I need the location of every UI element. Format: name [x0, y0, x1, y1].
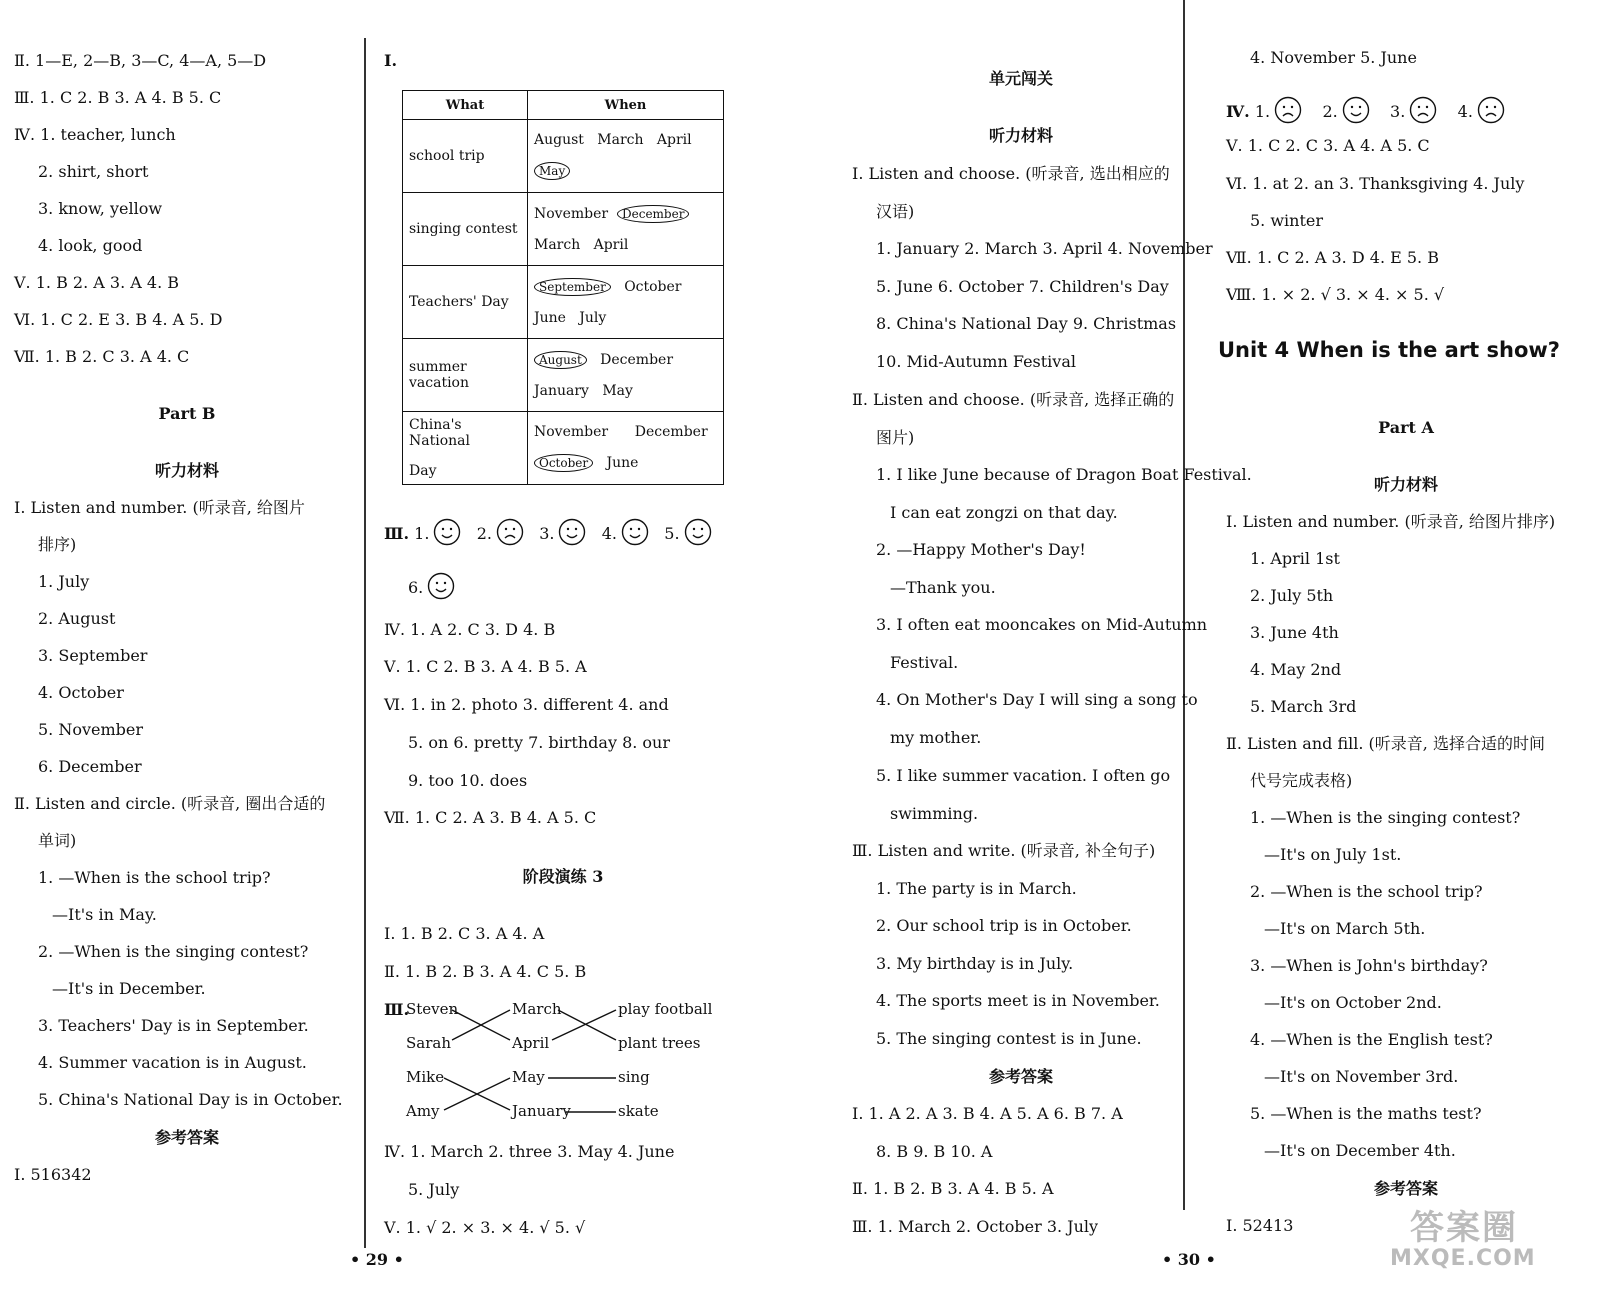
table-cell	[528, 193, 724, 266]
list-item: 5. March 3rd	[1250, 697, 1357, 716]
section-label: Ⅰ.	[384, 51, 398, 70]
column-1	[14, 0, 360, 1270]
table-cell-text: Day	[409, 463, 437, 479]
answer-line: 2. shirt, short	[38, 162, 149, 181]
table-row	[403, 266, 724, 339]
answer-line: Ⅴ. 1. C 2. B 3. A 4. B 5. A	[384, 657, 587, 676]
section-label: Ⅳ.	[1226, 102, 1250, 121]
answer-line: Ⅶ. 1. C 2. A 3. D 4. E 5. B	[1226, 248, 1439, 267]
list-item: I can eat zongzi on that day.	[890, 503, 1118, 522]
question-title: Ⅰ. Listen and number. (听录音, 给图片	[14, 498, 305, 517]
list-item: 3. I often eat mooncakes on Mid-Autumn	[876, 615, 1208, 634]
list-item: 5. November	[38, 720, 144, 739]
page-number: • 30 •	[1162, 1250, 1216, 1269]
section-label: Ⅲ.	[384, 524, 410, 543]
circled-month: October	[534, 454, 593, 472]
question-title: 单词)	[38, 831, 77, 850]
month-word: April	[593, 237, 629, 253]
list-item: 3. My birthday is in July.	[876, 954, 1074, 973]
match-activity: skate	[618, 1102, 659, 1120]
answer-line: 9. too 10. does	[408, 771, 528, 790]
question-title: 图片)	[876, 428, 915, 447]
list-item: 1. April 1st	[1250, 549, 1340, 568]
table-cell: Teachers' Day	[403, 266, 528, 339]
circled-month: December	[617, 205, 689, 223]
match-activity: play football	[618, 1000, 713, 1018]
answer-line: Ⅱ. 1. B 2. B 3. A 4. C 5. B	[384, 962, 587, 981]
answer-line: Ⅴ. 1. C 2. C 3. A 4. A 5. C	[1226, 136, 1430, 155]
month-word: June	[534, 310, 566, 326]
smiley-face-icon	[496, 518, 524, 551]
column-4	[1218, 0, 1586, 1270]
match-month: April	[512, 1034, 550, 1052]
question-title: Ⅱ. Listen and fill. (听录音, 选择合适的时间	[1226, 734, 1545, 753]
list-item: —It's on October 2nd.	[1264, 993, 1442, 1012]
match-name: Sarah	[406, 1034, 451, 1052]
face-row	[384, 518, 712, 551]
answer-line: 5. July	[408, 1180, 460, 1199]
month-word: April	[656, 132, 692, 148]
answer-line: Ⅰ. 1. B 2. C 3. A 4. A	[384, 924, 545, 943]
list-item: Festival.	[890, 653, 959, 672]
table-cell-text: China's National	[409, 417, 470, 449]
answer-line: Ⅰ. 52413	[1226, 1216, 1294, 1235]
month-word: December	[600, 352, 674, 368]
match-activity: sing	[618, 1068, 650, 1086]
face-row	[1226, 96, 1505, 129]
unit-title: Unit 4 When is the art show?	[1218, 338, 1560, 362]
list-item: —It's in May.	[52, 905, 157, 924]
circled-month: May	[534, 162, 570, 180]
list-item: 5. The singing contest is in June.	[876, 1029, 1142, 1048]
list-item: 3. June 4th	[1250, 623, 1339, 642]
table-cell	[528, 339, 724, 412]
watermark-text: MXQE.COM	[1390, 1246, 1536, 1271]
face-number: 3.	[539, 524, 555, 543]
list-item: 5. China's National Day is in October.	[38, 1090, 343, 1109]
month-word: August	[534, 132, 584, 148]
month-word: November	[534, 206, 609, 222]
table-header: What	[403, 91, 528, 120]
face-row	[408, 572, 455, 605]
list-item: 5. I like summer vacation. I often go	[876, 766, 1171, 785]
list-item: 1. I like June because of Dragon Boat Festival.	[876, 465, 1252, 484]
section-heading: 听力材料	[1373, 475, 1438, 494]
list-item: 3. Teachers' Day is in September.	[38, 1016, 309, 1035]
month-word: December	[634, 424, 708, 440]
section-heading: Part B	[158, 404, 216, 423]
month-word: January	[534, 383, 589, 399]
sad-face-icon	[1409, 96, 1437, 129]
when-table	[402, 90, 724, 485]
section-label: Ⅲ.	[384, 1000, 410, 1019]
list-item: 4. October	[38, 683, 124, 702]
section-heading: 参考答案	[988, 1067, 1053, 1086]
month-word: June	[606, 455, 639, 471]
question-title: 代号完成表格)	[1250, 771, 1353, 790]
face-number: 2.	[476, 524, 492, 543]
answer-line: Ⅲ. 1. C 2. B 3. A 4. B 5. C	[14, 88, 222, 107]
answer-line: Ⅶ. 1. C 2. A 3. B 4. A 5. C	[384, 808, 597, 827]
match-name: Amy	[406, 1102, 440, 1120]
face-number: 4.	[1457, 102, 1473, 121]
smiley-face-icon	[621, 518, 649, 551]
list-item: —It's on November 3rd.	[1264, 1067, 1459, 1086]
list-item: —It's on March 5th.	[1264, 919, 1426, 938]
answer-line: Ⅰ. 516342	[14, 1165, 92, 1184]
smiley-face-icon	[1342, 96, 1370, 129]
matching-lines	[384, 996, 724, 1126]
list-item: 4. —When is the English test?	[1250, 1030, 1493, 1049]
section-heading: 阶段演练 3	[522, 867, 604, 886]
face-number: 2.	[1322, 102, 1338, 121]
face-number: 4.	[601, 524, 618, 543]
answer-line: Ⅵ. 1. C 2. E 3. B 4. A 5. D	[14, 310, 223, 329]
section-heading: 单元闯关	[988, 69, 1053, 88]
answer-line: Ⅵ. 1. in 2. photo 3. different 4. and	[384, 695, 669, 714]
section-heading: 听力材料	[154, 461, 219, 480]
answer-line: 4. look, good	[38, 236, 143, 255]
list-item: —Thank you.	[890, 578, 996, 597]
answer-line: 5. winter	[1250, 211, 1324, 230]
answer-line: 3. know, yellow	[38, 199, 163, 218]
list-item: 4. May 2nd	[1250, 660, 1342, 679]
face-number: 1.	[414, 524, 430, 543]
list-item: 2. —Happy Mother's Day!	[876, 540, 1086, 559]
section-heading: 听力材料	[988, 126, 1053, 145]
list-item: 1. The party is in March.	[876, 879, 1077, 898]
circled-month: September	[534, 278, 611, 296]
answer-line: 8. B 9. B 10. A	[876, 1142, 993, 1161]
list-item: 3. September	[38, 646, 148, 665]
list-item: 10. Mid-Autumn Festival	[876, 352, 1076, 371]
month-word: March	[534, 237, 581, 253]
list-item: 2. July 5th	[1250, 586, 1334, 605]
watermark-text: 答案圈	[1410, 1208, 1518, 1248]
month-word: November	[534, 424, 609, 440]
list-item: swimming.	[890, 804, 979, 823]
table-cell: school trip	[403, 120, 528, 193]
month-word: October	[624, 279, 682, 295]
answer-line: Ⅳ. 1. March 2. three 3. May 4. June	[384, 1142, 675, 1161]
smiley-face-icon	[684, 518, 712, 551]
answer-line: 5. on 6. pretty 7. birthday 8. our	[408, 733, 671, 752]
match-month: January	[512, 1102, 571, 1120]
question-title: Ⅲ. Listen and write. (听录音, 补全句子)	[852, 841, 1156, 860]
answer-line: Ⅱ. 1—E, 2—B, 3—C, 4—A, 5—D	[14, 51, 267, 70]
column-2	[384, 0, 742, 1270]
match-name: Steven	[406, 1000, 459, 1018]
answer-line: Ⅱ. 1. B 2. B 3. A 4. B 5. A	[852, 1179, 1054, 1198]
watermark-logo	[1390, 1200, 1560, 1280]
list-item: 2. —When is the school trip?	[1250, 882, 1483, 901]
list-item: my mother.	[890, 728, 982, 747]
page-number: • 29 •	[350, 1250, 404, 1269]
question-title: 排序)	[38, 535, 77, 554]
section-heading: 参考答案	[1373, 1179, 1438, 1198]
circled-month: August	[534, 351, 587, 369]
list-item: 4. Summer vacation is in August.	[38, 1053, 307, 1072]
answer-line: Ⅲ. 1. March 2. October 3. July	[852, 1217, 1099, 1236]
list-item: —It's on July 1st.	[1264, 845, 1402, 864]
list-item: 6. December	[38, 757, 142, 776]
match-name: Mike	[406, 1068, 445, 1086]
face-number: 5.	[664, 524, 680, 543]
answer-line: Ⅷ. 1. × 2. √ 3. × 4. × 5. √	[1226, 285, 1445, 304]
face-number: 3.	[1390, 102, 1406, 121]
month-word: July	[579, 310, 607, 326]
question-title: Ⅰ. Listen and choose. (听录音, 选出相应的	[852, 164, 1170, 183]
answer-line: 4. November 5. June	[1250, 48, 1417, 67]
list-item: 4. On Mother's Day I will sing a song to	[876, 690, 1198, 709]
match-month: May	[512, 1068, 545, 1086]
answer-line: Ⅳ. 1. A 2. C 3. D 4. B	[384, 620, 556, 639]
table-row	[403, 120, 724, 193]
table-row	[403, 412, 724, 485]
list-item: 5. —When is the maths test?	[1250, 1104, 1482, 1123]
column-divider	[364, 38, 366, 1248]
table-cell: summer vacation	[403, 339, 528, 412]
section-heading: Part A	[1378, 418, 1434, 437]
list-item: —It's in December.	[52, 979, 206, 998]
answer-line: Ⅳ. 1. teacher, lunch	[14, 125, 176, 144]
face-number: 1.	[1254, 102, 1271, 121]
smiley-face-icon	[427, 572, 455, 605]
table-header: When	[528, 91, 724, 120]
table-cell	[528, 266, 724, 339]
table-cell	[528, 412, 724, 485]
list-item: 1. —When is the school trip?	[38, 868, 271, 887]
list-item: 2. Our school trip is in October.	[876, 916, 1132, 935]
list-item: —It's on December 4th.	[1264, 1141, 1456, 1160]
sad-face-icon	[1477, 96, 1505, 129]
list-item: 2. August	[38, 609, 116, 628]
sad-face-icon	[1274, 96, 1302, 129]
list-item: 1. —When is the singing contest?	[1250, 808, 1521, 827]
table-cell	[528, 120, 724, 193]
list-item: 3. —When is John's birthday?	[1250, 956, 1488, 975]
answer-line: Ⅴ. 1. √ 2. × 3. × 4. √ 5. √	[384, 1218, 586, 1237]
list-item: 8. China's National Day 9. Christmas	[876, 314, 1177, 333]
smiley-face-icon	[558, 518, 586, 551]
section-heading: 参考答案	[154, 1128, 219, 1147]
list-item: 1. January 2. March 3. April 4. November	[876, 239, 1213, 258]
question-title: Ⅱ. Listen and circle. (听录音, 圈出合适的	[14, 794, 326, 813]
list-item: 4. The sports meet is in November.	[876, 991, 1160, 1010]
table-cell	[403, 412, 528, 485]
table-row	[403, 339, 724, 412]
match-month: March	[512, 1000, 562, 1018]
month-word: May	[602, 383, 633, 399]
question-title: Ⅱ. Listen and choose. (听录音, 选择正确的	[852, 390, 1175, 409]
face-number: 6.	[408, 578, 424, 597]
table-cell: singing contest	[403, 193, 528, 266]
question-title: Ⅰ. Listen and number. (听录音, 给图片排序)	[1226, 512, 1556, 531]
answer-line: Ⅵ. 1. at 2. an 3. Thanksgiving 4. July	[1226, 174, 1525, 193]
list-item: 5. June 6. October 7. Children's Day	[876, 277, 1169, 296]
question-title: 汉语)	[876, 202, 915, 221]
list-item: 1. July	[38, 572, 90, 591]
list-item: 2. —When is the singing contest?	[38, 942, 309, 961]
month-word: March	[597, 132, 644, 148]
answer-line: Ⅴ. 1. B 2. A 3. A 4. B	[14, 273, 180, 292]
answer-line: Ⅰ. 1. A 2. A 3. B 4. A 5. A 6. B 7. A	[852, 1104, 1123, 1123]
table-row	[403, 193, 724, 266]
column-3	[852, 0, 1252, 1270]
answer-line: Ⅶ. 1. B 2. C 3. A 4. C	[14, 347, 190, 366]
smiley-face-icon	[433, 518, 461, 551]
match-activity: plant trees	[618, 1034, 701, 1052]
